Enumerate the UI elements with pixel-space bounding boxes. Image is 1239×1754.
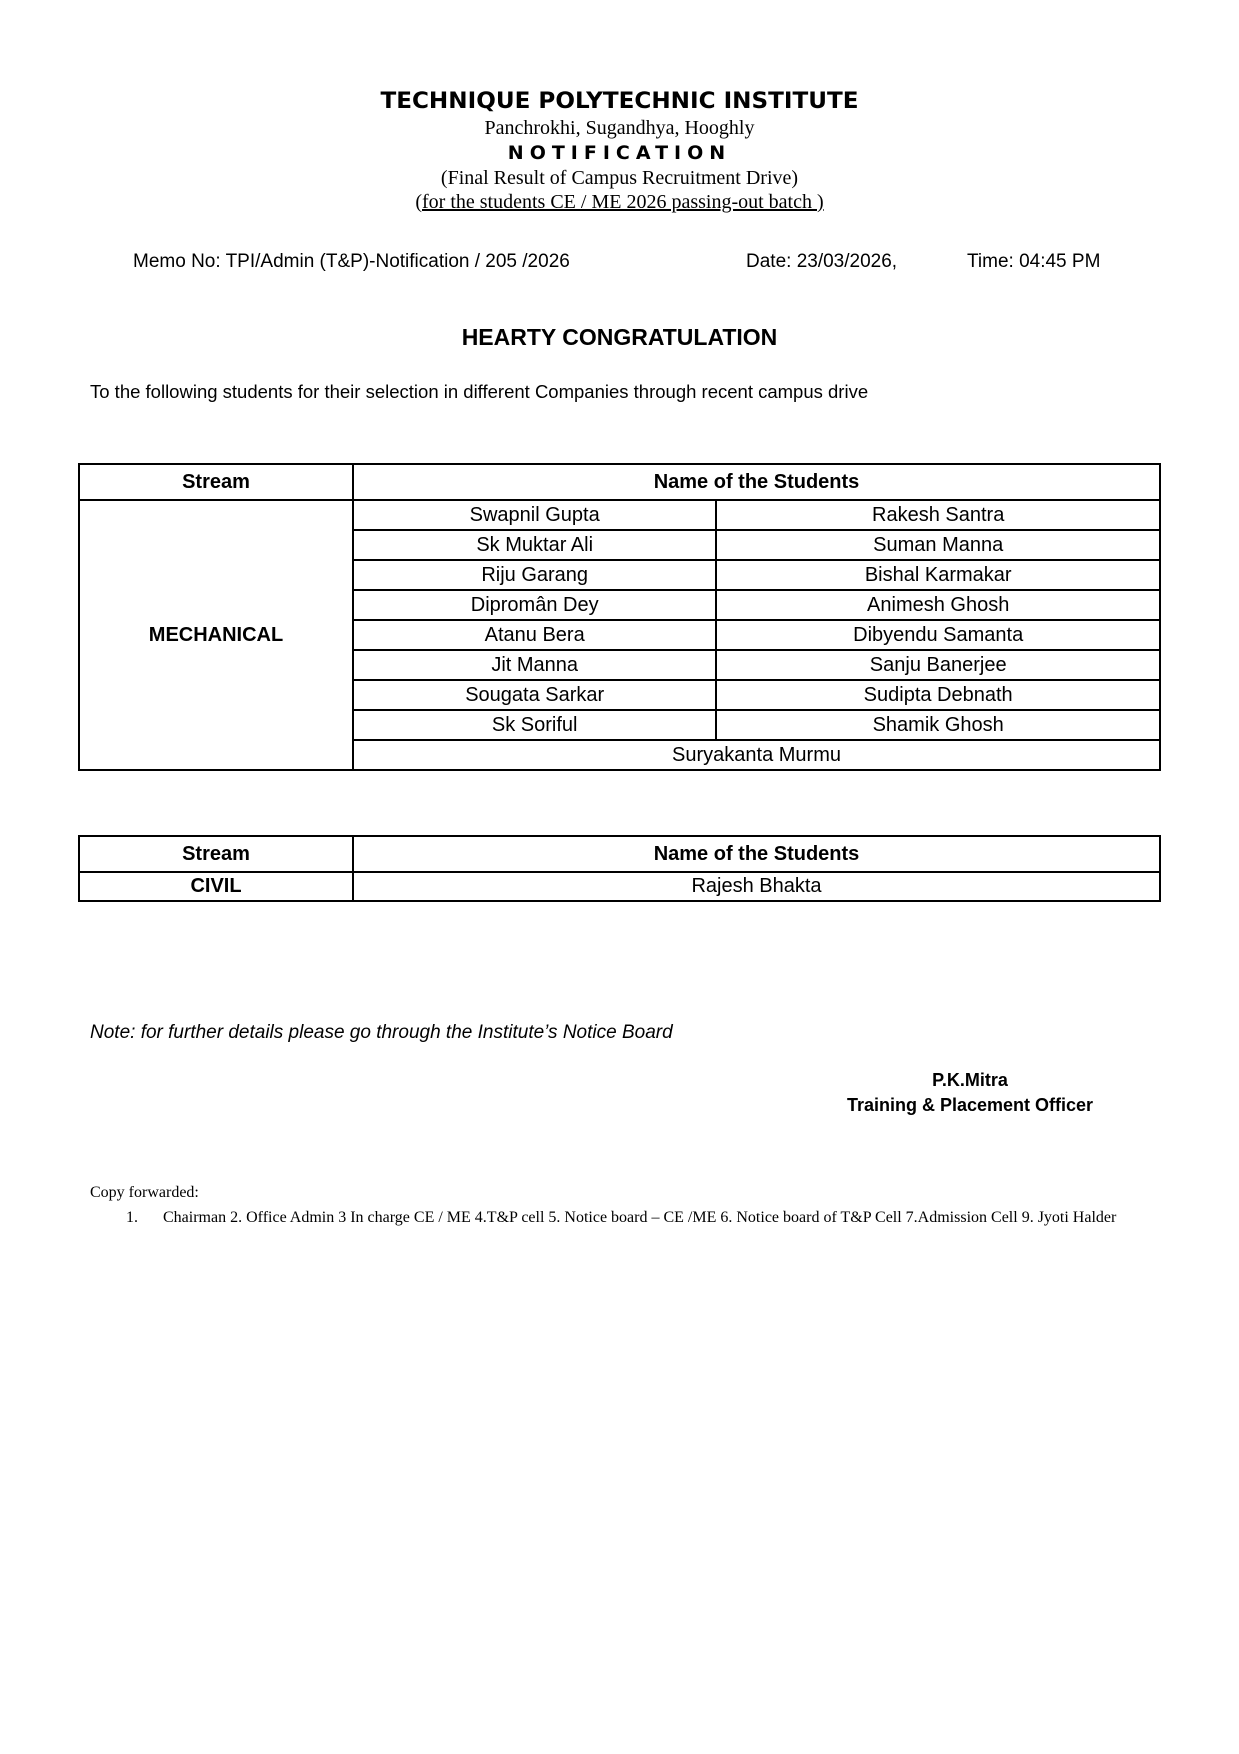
institute-address: Panchrokhi, Sugandhya, Hooghly (484, 117, 755, 139)
header-stream: Stream (79, 464, 353, 500)
signature-block (830, 1068, 1110, 1118)
document-header (0, 88, 1239, 214)
student-name: Dibyendu Samanta (716, 620, 1160, 650)
list-number: 1. (126, 1209, 138, 1226)
intro-text: To the following students for their selection in different Companies through recent campus drive (90, 381, 869, 402)
table-header-row (79, 464, 1160, 500)
notification-subtitle: (Final Result of Campus Recruitment Drive) (440, 167, 799, 189)
student-name: Jit Manna (353, 650, 716, 680)
table-header-row (79, 836, 1160, 872)
copy-forwarded-label: Copy forwarded: (90, 1184, 199, 1201)
notification-title: NOTIFICATION (507, 142, 732, 164)
stream-civil: CIVIL (79, 872, 353, 901)
memo-time: Time: 04:45 PM (967, 251, 1101, 272)
copy-forwarded-list (90, 1206, 1140, 1230)
memo-number: Memo No: TPI/Admin (T&P)-Notification / 205 /2026 (133, 251, 570, 272)
student-name: Sk Muktar Ali (353, 530, 716, 560)
student-name: Rakesh Santra (716, 500, 1160, 530)
student-name: Dipromân Dey (353, 590, 716, 620)
signatory-title: Training & Placement Officer (846, 1095, 1094, 1115)
header-names: Name of the Students (353, 836, 1160, 872)
student-name: Sanju Banerjee (716, 650, 1160, 680)
student-name: Sougata Sarkar (353, 680, 716, 710)
student-name: Sk Soriful (353, 710, 716, 740)
header-names: Name of the Students (353, 464, 1160, 500)
mechanical-results-table (78, 463, 1161, 771)
student-name: Atanu Bera (353, 620, 716, 650)
student-name: Sudipta Debnath (716, 680, 1160, 710)
student-name: Shamik Ghosh (716, 710, 1160, 740)
student-name: Rajesh Bhakta (353, 872, 1160, 901)
student-name: Bishal Karmakar (716, 560, 1160, 590)
student-name: Riju Garang (353, 560, 716, 590)
batch-open-paren: ( (415, 191, 423, 213)
institute-name: TECHNIQUE POLYTECHNIC INSTITUTE (380, 89, 859, 114)
memo-date: Date: 23/03/2026, (746, 251, 898, 272)
student-name: Suryakanta Murmu (353, 740, 1160, 770)
congratulation-heading: HEARTY CONGRATULATION (461, 324, 778, 350)
table-row (79, 500, 1160, 530)
student-name: Swapnil Gupta (353, 500, 716, 530)
student-name: Animesh Ghosh (716, 590, 1160, 620)
table-row (79, 872, 1160, 901)
student-name: Suman Manna (716, 530, 1160, 560)
stream-mechanical: MECHANICAL (79, 500, 353, 770)
batch-line (0, 190, 1239, 214)
copy-forwarded-recipients: Chairman 2. Office Admin 3 In charge CE / ME 4.T&P cell 5. Notice board – CE /ME 6. Notice board of T&P Cell 7.Admission Cell 9. Jyoti Halder (163, 1209, 1117, 1226)
civil-results-table (78, 835, 1161, 902)
batch-text: for the students CE / ME 2026 passing-out batch ) (422, 191, 824, 213)
note-text: Note: for further details please go through the Institute’s Notice Board (90, 1022, 673, 1043)
signatory-name: P.K.Mitra (932, 1070, 1008, 1090)
header-stream: Stream (79, 836, 353, 872)
